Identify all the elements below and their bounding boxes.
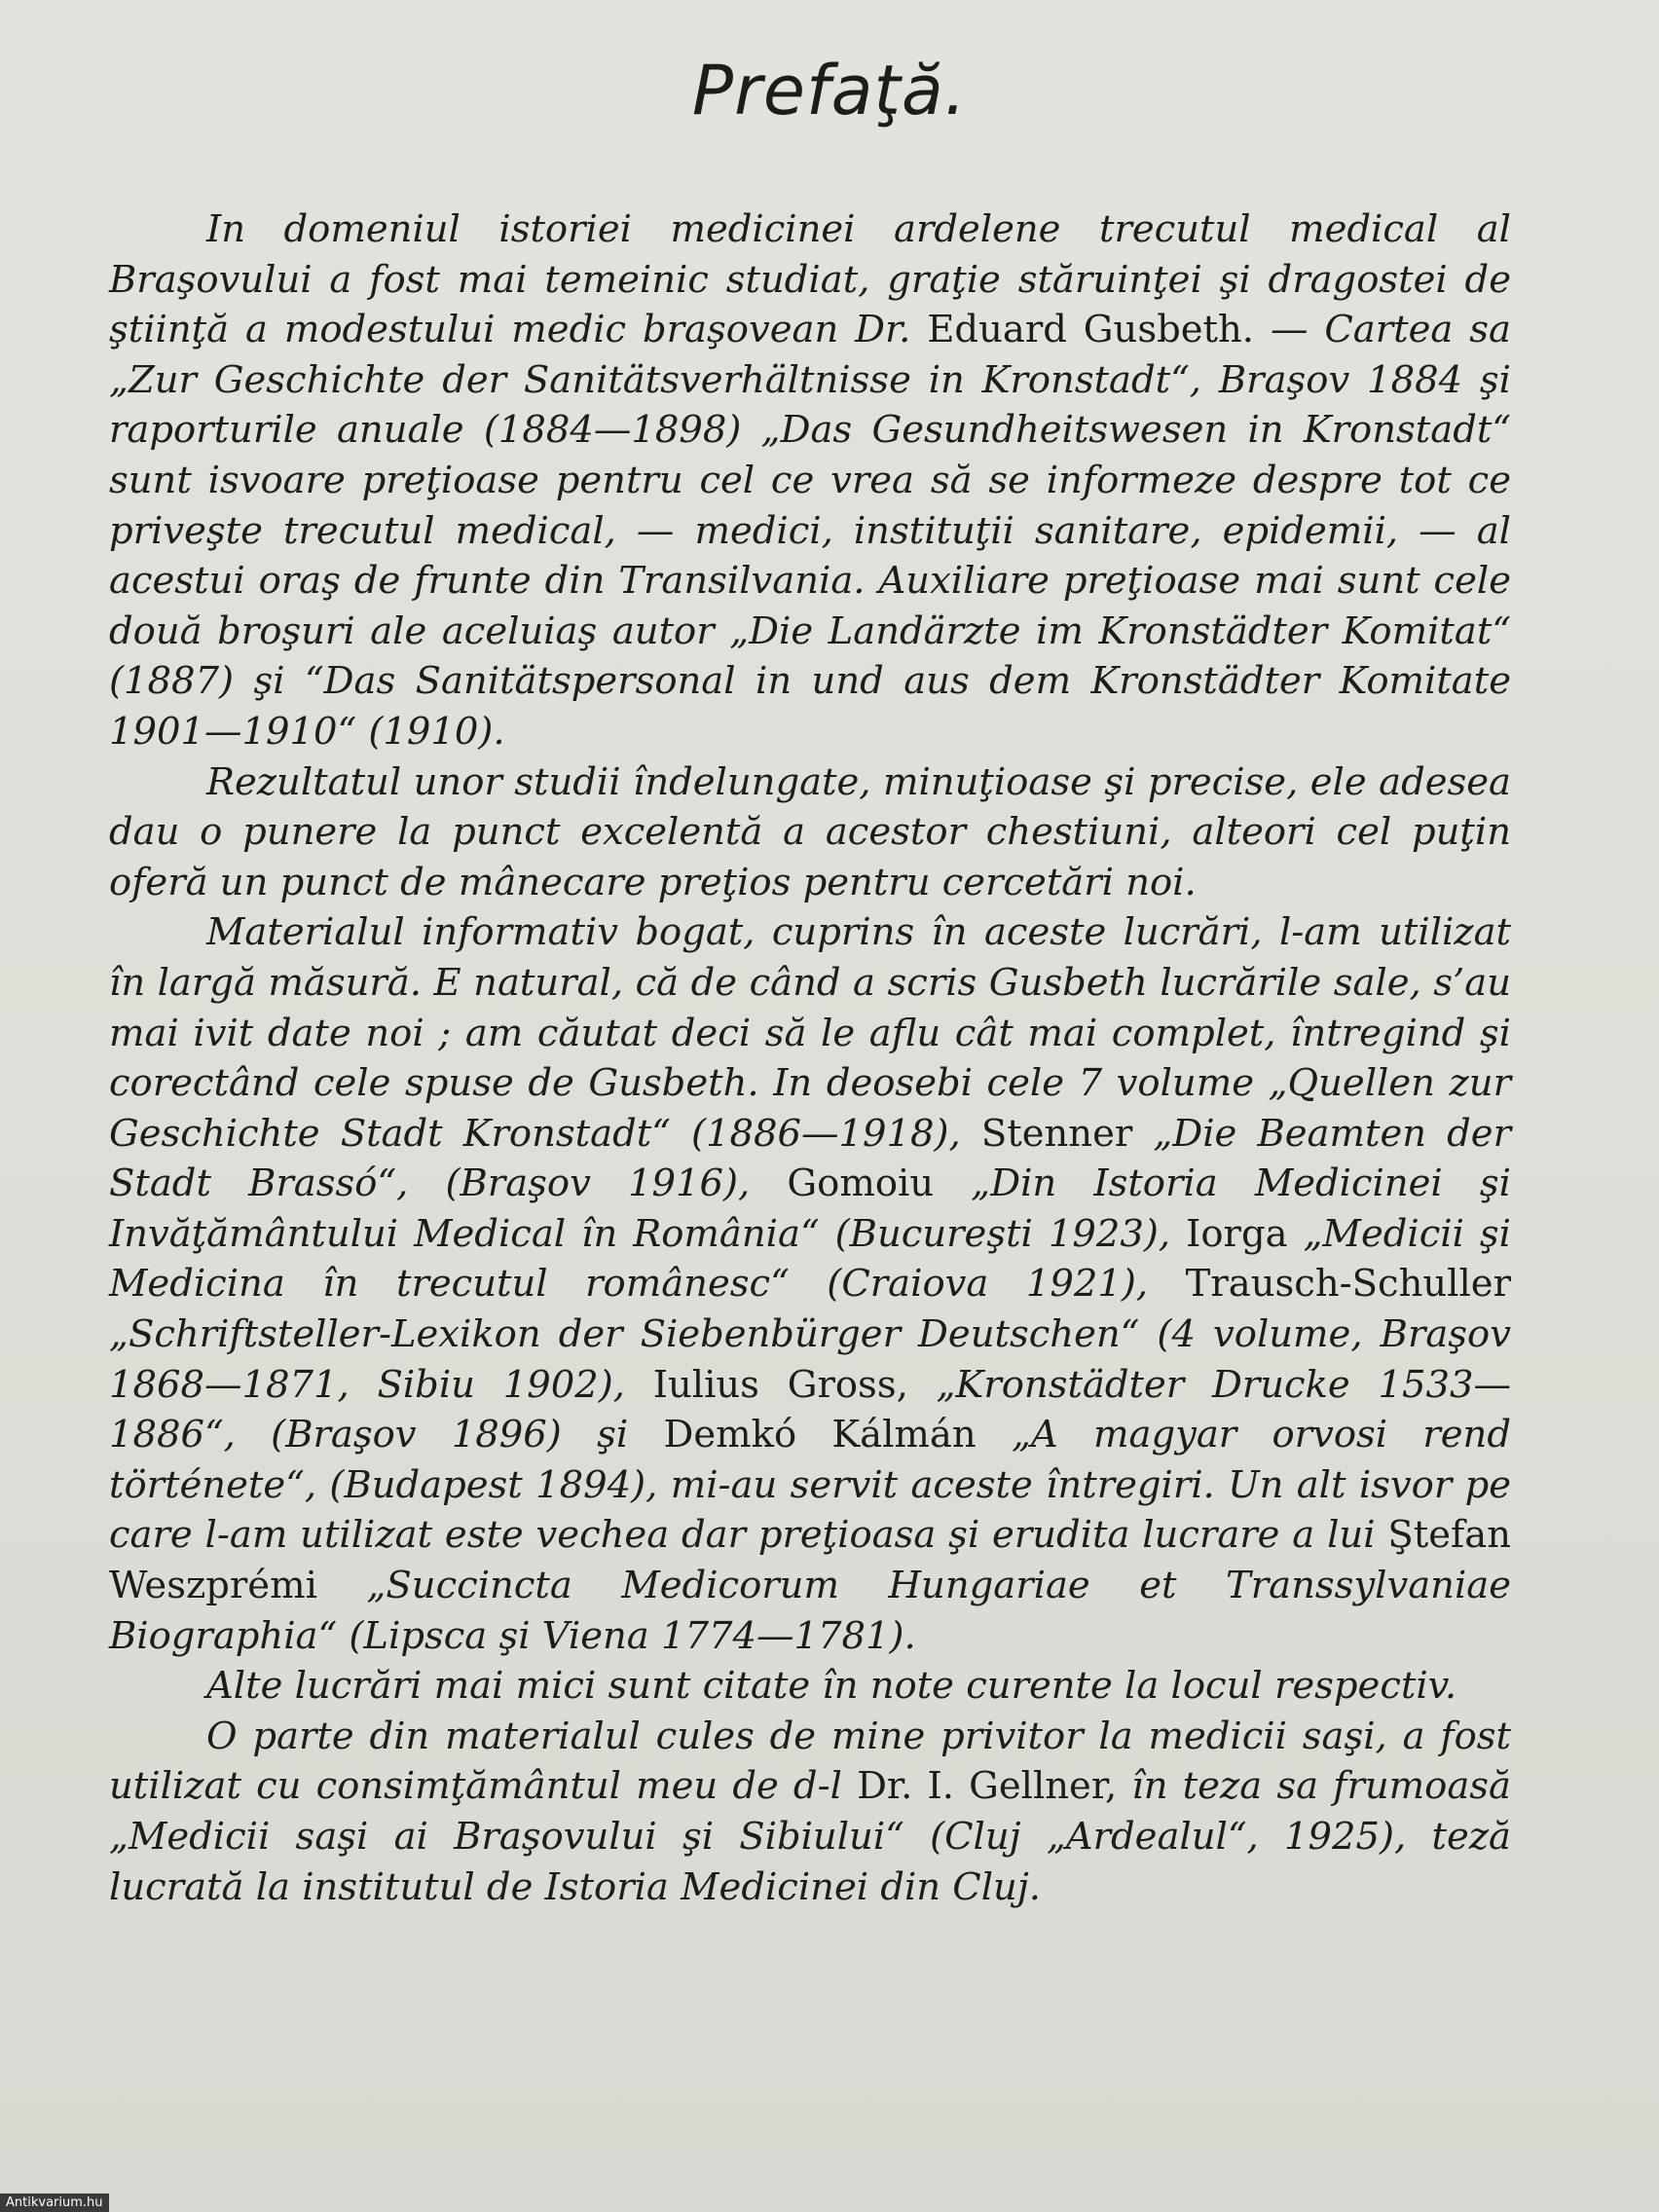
p3-author-demko: Demkó Kálmán (663, 1413, 977, 1457)
p3-text-i: „Schriftsteller-Lexikon der Siebenbürger Deutschen“ (4 volume, Braşov 1868—1871, Sibiu 1902), (109, 1312, 1511, 1407)
p5-text-c: în teza sa frumoasă „Medicii saşi ai Braşovului şi Sibiului“ (Cluj „Ardealul“, 1925), teză lucrată la institutul de Istoria Medicinei din Cluj. (109, 1764, 1511, 1909)
p3-text-g: „Medicii şi Medicina în trecutul românesc“ (Craiova 1921), (109, 1211, 1511, 1307)
watermark: Antikvarium.hu (0, 2194, 109, 2212)
preface-body (109, 204, 1511, 1912)
p5-author-gellner: Dr. I. Gellner, (857, 1764, 1118, 1809)
paragraph-2: Rezultatul unor studii îndelungate, minuţioase şi precise, ele adesea dau o punere la punct excelentă a acestor chestiuni, alteori cel puţin oferă un punct de mânecare preţios pentru cercetări noi. (109, 759, 1511, 904)
p1-text-a: In domeniul istoriei medicinei ardelene trecutul medical al Braşovului a fost mai temeinic studiat, graţie stăruinţei şi dragostei de ştiinţă a modestului medic braşovean Dr. (109, 207, 1511, 352)
p3-text-m: „A magyar orvosi rend története“, (Budapest 1894), mi-au servit aceste întregiri. Un alt isvor pe care l-am utilizat este vechea dar preţioasa şi erudita lucrare a lui (109, 1413, 1511, 1558)
paragraph-5 (109, 1712, 1511, 1912)
paragraph-3 (109, 907, 1511, 1661)
p3-author-gomoiu: Gomoiu (787, 1161, 935, 1206)
p3-text-k: „Kronstädter Drucke 1533—1886“, (Braşov 1896) şi (109, 1362, 1511, 1457)
page-title: Prefaţă. (691, 51, 968, 130)
p1-author-name: Eduard Gusbeth. (927, 308, 1255, 352)
p3-author-stenner: Stenner (980, 1111, 1133, 1156)
p3-author-weszpremi: Ştefan Weszprémi (109, 1513, 1511, 1608)
p3-text-e: „Din Istoria Medicinei şi Invăţământului Medical în România“ (Bucureşti 1923), (109, 1161, 1511, 1256)
p3-author-gross: Iulius Gross, (652, 1362, 908, 1407)
p3-text-c: „Die Beamten der Stadt Brassó“, (Braşov 1916), (109, 1111, 1511, 1206)
p3-author-iorga: Iorga (1186, 1211, 1288, 1256)
p1-text-c: — Cartea sa „Zur Geschichte der Sanitätsverhältnisse in Kronstadt“, Braşov 1884 şi raporturile anuale (1884—1898) „Das Gesundheitswesen in Kronstadt“ sunt isvoare preţioase pentru cel ce vrea să se informeze despre tot ce priveşte trecutul medical, — medici, instituţii sanitare, epidemii, — al acestui oraş de frunte din Transilvania. Auxiliare preţioase mai sunt cele două broşuri ale aceluiaş autor „Die Landärzte im Kronstädter Komitat“ (1887) şi “Das Sanitätspersonal in und aus dem Kronstädter Komitate 1901—1910“ (1910). (109, 308, 1511, 754)
p5-text-a: O parte din materialul cules de mine privitor la medicii saşi, a fost utilizat cu consimţământul meu de d-l (109, 1714, 1511, 1809)
paragraph-1 (109, 204, 1511, 757)
p3-text-o: „Succincta Medicorum Hungariae et Transsylvaniae Biographia“ (Lipsca şi Viena 1774—1781). (109, 1564, 1511, 1658)
p3-text-a: Materialul informativ bogat, cuprins în aceste lucrări, l-am utilizat în largă măsură. E natural, că de când a scris Gusbeth lucrările sale, s’au mai ivit date noi ; am căutat deci să le aflu cât mai complet, întregind şi corectând cele spuse de Gusbeth. In deosebi cele 7 volume „Quellen zur Geschichte Stadt Kronstadt“ (1886—1918), (109, 910, 1511, 1156)
p3-author-trausch: Trausch-Schuller (1185, 1262, 1511, 1307)
paragraph-4: Alte lucrări mai mici sunt citate în note curente la locul respectiv. (206, 1664, 1457, 1709)
